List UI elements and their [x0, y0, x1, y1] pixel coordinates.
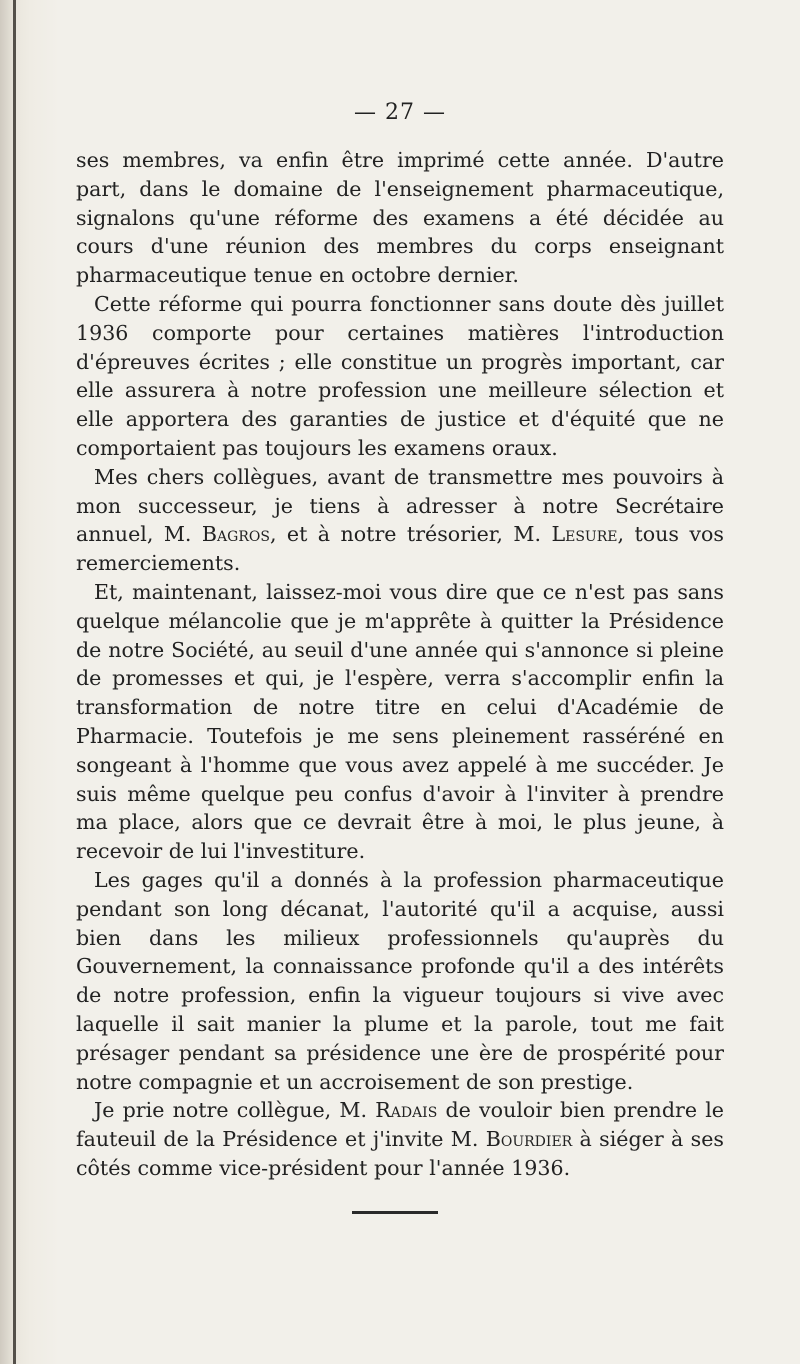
paragraph-6	[76, 1096, 724, 1182]
name-lesure: Lesure	[551, 522, 618, 547]
paragraph-6-text-a: Je prie notre collègue, M.	[94, 1098, 376, 1123]
paragraph-3-text-c: , tous vos remerciements.	[76, 522, 724, 576]
name-radais: Radais	[375, 1098, 438, 1123]
paragraph-6-text-c: à siéger à ses côtés comme vice-président pour l'année 1936.	[76, 1127, 724, 1180]
paragraph-1: ses membres, va enfin être imprimé cette année. D'autre part, dans le domaine de l'enseignement pharmaceutique, signalons qu'une réforme des examens a été décidée au cours d'une réunion des membres du corps enseignant pharmaceutique tenue en octobre dernier.	[76, 148, 724, 288]
page-number: — 27 —	[354, 100, 446, 125]
paragraph-3-text-a: Mes chers collègues, avant de transmettre mes pouvoirs à mon successeur, je tiens à adresser à notre Secrétaire annuel, M.	[76, 464, 724, 547]
paragraph-5: Les gages qu'il a donnés à la profession pharmaceutique pendant son long décanat, l'autorité qu'il a acquise, aussi bien dans les milieux professionnels qu'auprès du Gouvernement, la connaissance profonde qu'il a des intérêts de notre profession, enfin la vigueur toujours si vive avec laquelle il sait manier la plume et la parole, tout me fait présager pendant sa présidence une ère de prospérité pour notre compagnie et un accroisement de son prestige.	[76, 867, 724, 1094]
paragraph-3	[76, 463, 724, 578]
binding-edge	[13, 0, 16, 1364]
name-bagros: Bagros	[201, 522, 270, 547]
paragraph-6-text-b: de vouloir bien prendre le fauteuil de la Présidence et j'invite M.	[76, 1098, 724, 1152]
body-text	[76, 146, 724, 1183]
binding-shadow	[0, 0, 13, 1364]
name-bourdier: Bourdier	[485, 1127, 573, 1152]
paragraph-4: Et, maintenant, laissez-moi vous dire que ce n'est pas sans quelque mélancolie que je m'apprête à quitter la Présidence de notre Société, au seuil d'une année qui s'annonce si pleine de promesses et qui, je l'espère, verra s'accomplir enfin la transformation de notre titre en celui d'Académie de Pharmacie. Toutefois je me sens pleinement rasséréné en songeant à l'homme que vous avez appelé à me succéder. Je suis même quelque peu confus d'avoir à l'inviter à prendre ma place, alors que ce devrait être à moi, le plus jeune, à recevoir de lui l'investiture.	[76, 579, 724, 864]
end-rule	[352, 1211, 438, 1214]
paragraph-2: Cette réforme qui pourra fonctionner sans doute dès juillet 1936 comporte pour certaines matières l'introduction d'épreuves écrites ; elle constitue un progrès important, car elle assurera à notre profession une meilleure sélection et elle apportera des garanties de justice et d'équité que ne comportaient pas toujours les examens oraux.	[76, 291, 724, 460]
paragraph-3-text-b: , et à notre trésorier, M.	[269, 522, 552, 547]
